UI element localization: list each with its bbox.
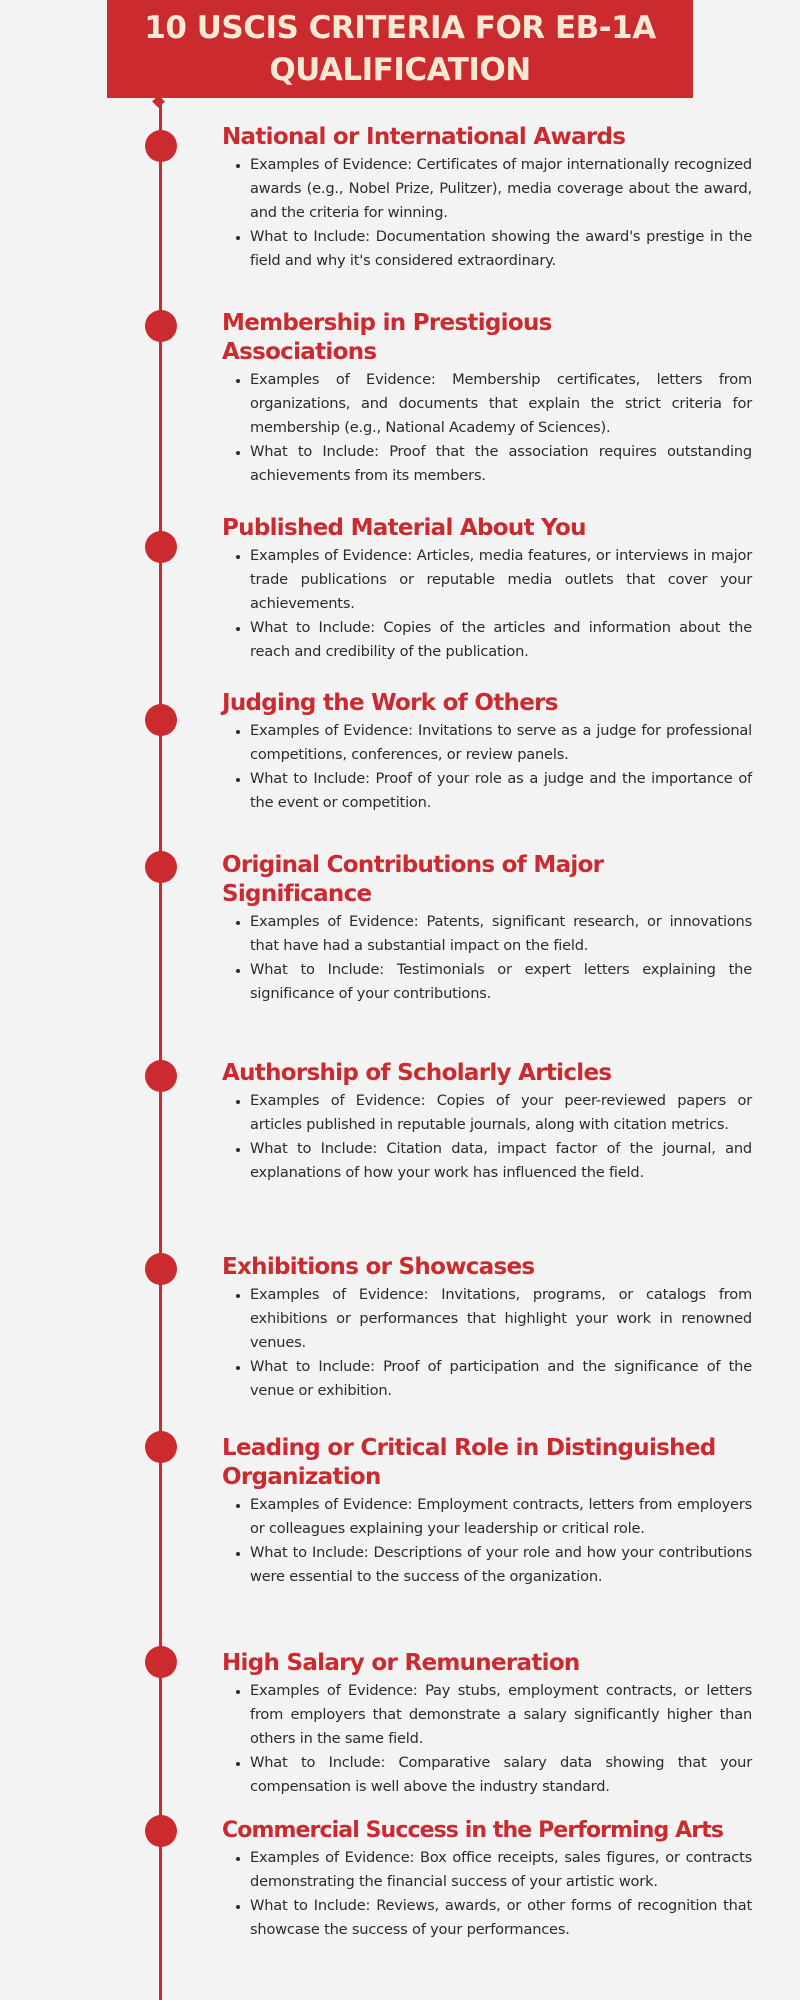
timeline-dot: [145, 1431, 177, 1463]
criterion-list: [222, 1089, 752, 1185]
criterion-list: [222, 1846, 752, 1942]
criterion-section: [222, 1434, 752, 1589]
criterion-heading: High Salary or Remuneration: [222, 1650, 580, 1676]
timeline-dot: [145, 1815, 177, 1847]
include-item: • What to Include: Citation data, impact factor of the journal, and explanations of how your work has influenced the field.: [250, 1137, 752, 1185]
criterion-list: [222, 1283, 752, 1403]
criterion-list: [222, 368, 752, 488]
include-item: • What to Include: Comparative salary data showing that your compensation is well above the industry standard.: [250, 1751, 752, 1799]
timeline-dot: [145, 1646, 177, 1678]
criterion-heading: Membership in Prestigious Associations: [222, 310, 552, 365]
timeline-dot: [145, 1253, 177, 1285]
criterion-section: [222, 1253, 752, 1403]
criterion-list: [222, 719, 752, 815]
evidence-item: • Examples of Evidence: Patents, significant research, or innovations that have had a substantial impact on the field.: [250, 910, 752, 958]
criterion-heading: Commercial Success in the Performing Arts: [222, 1818, 724, 1843]
criterion-list: [222, 544, 752, 664]
include-item: • What to Include: Reviews, awards, or other forms of recognition that showcase the success of your performances.: [250, 1894, 752, 1942]
evidence-item: • Examples of Evidence: Copies of your peer-reviewed papers or articles published in reputable journals, along with citation metrics.: [250, 1089, 752, 1137]
criterion-heading: Judging the Work of Others: [222, 690, 558, 716]
include-item: • What to Include: Proof of participation and the significance of the venue or exhibition.: [250, 1355, 752, 1403]
evidence-item: • Examples of Evidence: Box office receipts, sales figures, or contracts demonstrating the financial success of your artistic work.: [250, 1846, 752, 1894]
timeline-dot: [145, 130, 177, 162]
timeline-dot: [145, 851, 177, 883]
criterion-heading: National or International Awards: [222, 124, 626, 150]
criterion-list: [222, 1679, 752, 1799]
evidence-item: • Examples of Evidence: Pay stubs, employment contracts, or letters from employers that demonstrate a salary significantly higher than others in the same field.: [250, 1679, 752, 1751]
evidence-item: • Examples of Evidence: Certificates of major internationally recognized awards (e.g., Nobel Prize, Pulitzer), media coverage about the award, and the criteria for winning.: [250, 153, 752, 225]
evidence-item: • Examples of Evidence: Articles, media features, or interviews in major trade publications or reputable media outlets that cover your achievements.: [250, 544, 752, 616]
evidence-item: • Examples of Evidence: Employment contracts, letters from employers or colleagues explaining your leadership or critical role.: [250, 1493, 752, 1541]
criterion-heading: Leading or Critical Role in Distinguished Organization: [222, 1435, 716, 1490]
timeline-dot: [145, 310, 177, 342]
criterion-heading: Published Material About You: [222, 515, 586, 541]
criterion-list: [222, 910, 752, 1006]
title-banner: [107, 0, 693, 98]
include-item: • What to Include: Descriptions of your role and how your contributions were essential to the success of the organization.: [250, 1541, 752, 1589]
criterion-section: [222, 851, 752, 1006]
criterion-section: [222, 1649, 752, 1799]
timeline-dot: [145, 531, 177, 563]
criterion-section: [222, 1059, 752, 1185]
evidence-item: • Examples of Evidence: Membership certificates, letters from organizations, and documents that explain the strict criteria for membership (e.g., National Academy of Sciences).: [250, 368, 752, 440]
criterion-heading: Exhibitions or Showcases: [222, 1254, 535, 1280]
include-item: • What to Include: Testimonials or expert letters explaining the significance of your contributions.: [250, 958, 752, 1006]
criterion-heading: Original Contributions of Major Significance: [222, 852, 604, 907]
criterion-list: [222, 153, 752, 273]
evidence-item: • Examples of Evidence: Invitations to serve as a judge for professional competitions, conferences, or review panels.: [250, 719, 752, 767]
criterion-section: [222, 689, 752, 815]
criterion-section: [222, 309, 752, 488]
timeline-line: [159, 100, 162, 2000]
timeline-dot: [145, 704, 177, 736]
criterion-list: [222, 1493, 752, 1589]
evidence-item: • Examples of Evidence: Invitations, programs, or catalogs from exhibitions or performances that highlight your work in renowned venues.: [250, 1283, 752, 1355]
include-item: • What to Include: Documentation showing the award's prestige in the field and why it's considered extraordinary.: [250, 225, 752, 273]
criterion-section: [222, 123, 752, 273]
include-item: • What to Include: Copies of the articles and information about the reach and credibility of the publication.: [250, 616, 752, 664]
criterion-section: [222, 514, 752, 664]
include-item: • What to Include: Proof that the association requires outstanding achievements from its members.: [250, 440, 752, 488]
page-title: 10 USCIS CRITERIA FOR EB-1A QUALIFICATION: [144, 10, 656, 88]
criterion-section: [222, 1816, 752, 1942]
timeline-dot: [145, 1060, 177, 1092]
criterion-heading: Authorship of Scholarly Articles: [222, 1060, 612, 1086]
include-item: • What to Include: Proof of your role as a judge and the importance of the event or competition.: [250, 767, 752, 815]
